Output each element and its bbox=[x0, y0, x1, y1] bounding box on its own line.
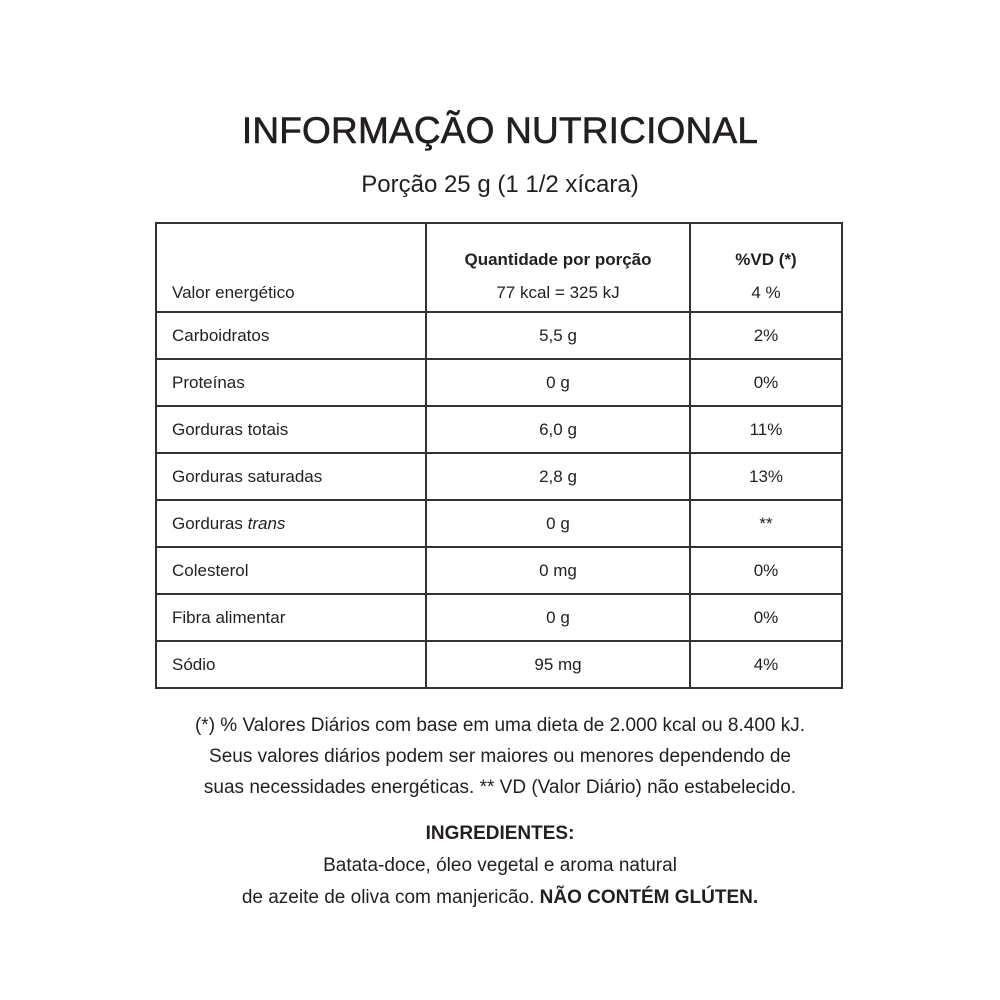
amount-cell: Quantidade por porção 77 kcal = 325 kJ bbox=[426, 223, 690, 312]
ingredients-line: de azeite de oliva com manjericão. NÃO CONTÉM GLÚTEN. bbox=[241, 887, 759, 908]
dv-cell: 4% bbox=[690, 641, 842, 688]
ingredients-line: Batata-doce, óleo vegetal e aroma natural bbox=[323, 855, 677, 876]
column-header-dv: %VD (*) bbox=[735, 250, 797, 269]
amount-cell: 0 mg bbox=[426, 547, 690, 594]
nutrient-cell: Fibra alimentar bbox=[156, 594, 426, 641]
dv-cell: 13% bbox=[690, 453, 842, 500]
amount-cell: 0 g bbox=[426, 500, 690, 547]
dv-cell: 2% bbox=[690, 312, 842, 359]
nutrient-cell: Valor energético bbox=[156, 223, 426, 312]
nutrient-cell: Proteínas bbox=[156, 359, 426, 406]
amount-cell: 6,0 g bbox=[426, 406, 690, 453]
dv-cell: 0% bbox=[690, 547, 842, 594]
amount-cell: 0 g bbox=[426, 359, 690, 406]
dv-cell: ** bbox=[690, 500, 842, 547]
table-row bbox=[156, 359, 842, 406]
amount-cell: 5,5 g bbox=[426, 312, 690, 359]
dv-cell: 0% bbox=[690, 359, 842, 406]
page-title: INFORMAÇÃO NUTRICIONAL bbox=[241, 110, 759, 151]
table-row bbox=[156, 500, 842, 547]
table-row bbox=[156, 594, 842, 641]
gluten-notice: NÃO CONTÉM GLÚTEN. bbox=[539, 887, 759, 908]
nutrient-cell: Gorduras saturadas bbox=[156, 453, 426, 500]
nutrient-cell: Sódio bbox=[156, 641, 426, 688]
dv-cell: 11% bbox=[690, 406, 842, 453]
table-row bbox=[156, 223, 842, 312]
amount-cell: 0 g bbox=[426, 594, 690, 641]
serving-size: Porção 25 g (1 1/2 xícara) bbox=[361, 171, 639, 198]
footnote-line: Seus valores diários podem ser maiores ou menores dependendo de bbox=[209, 746, 791, 767]
table-row bbox=[156, 547, 842, 594]
dv-cell: %VD (*) 4 % bbox=[690, 223, 842, 312]
footnote-line: suas necessidades energéticas. ** VD (Valor Diário) não estabelecido. bbox=[203, 777, 797, 798]
ingredients-section bbox=[0, 818, 1000, 914]
nutrition-table bbox=[155, 222, 843, 689]
amount-cell: 2,8 g bbox=[426, 453, 690, 500]
table-row bbox=[156, 406, 842, 453]
ingredients-heading: INGREDIENTES: bbox=[425, 823, 575, 844]
nutrient-cell: Carboidratos bbox=[156, 312, 426, 359]
table-row bbox=[156, 453, 842, 500]
column-header-amount: Quantidade por porção bbox=[464, 250, 652, 269]
nutrient-cell: Gorduras trans bbox=[156, 500, 426, 547]
table-row bbox=[156, 312, 842, 359]
nutrient-cell: Gorduras totais bbox=[156, 406, 426, 453]
table-row bbox=[156, 641, 842, 688]
dv-cell: 0% bbox=[690, 594, 842, 641]
footnote-line: (*) % Valores Diários com base em uma dieta de 2.000 kcal ou 8.400 kJ. bbox=[194, 715, 806, 736]
daily-value-footnote bbox=[0, 710, 1000, 803]
nutrient-cell: Colesterol bbox=[156, 547, 426, 594]
amount-cell: 95 mg bbox=[426, 641, 690, 688]
